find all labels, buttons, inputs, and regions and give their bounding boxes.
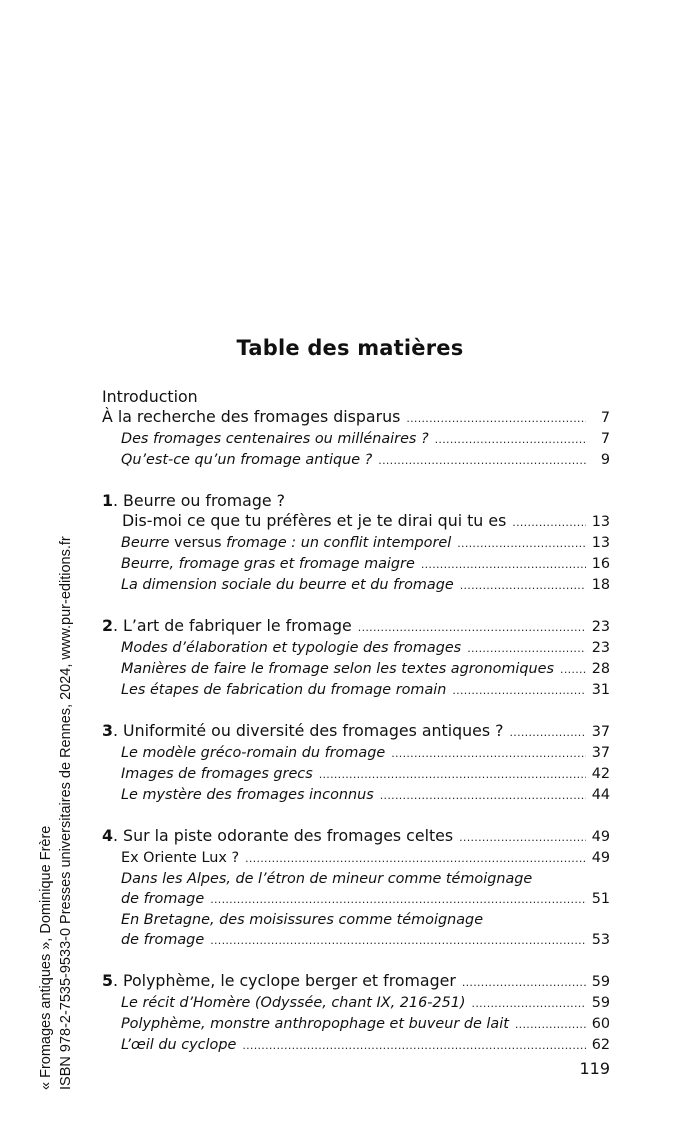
toc-entry[interactable]: La dimension sociale du beurre et du fromage . . . 18 xyxy=(102,575,610,596)
toc-entry[interactable]: Dis-moi ce que tu préfères et je te dirai qui tu es . . . 13 xyxy=(102,511,610,533)
toc-entry[interactable]: Images de fromages grecs . . . 42 xyxy=(102,764,610,785)
toc-chapter-5[interactable]: 5. Polyphème, le cyclope berger et fromager . . . 59 xyxy=(102,971,610,993)
side-note-line-1: « Fromages antiques », Dominique Frère xyxy=(38,825,54,1090)
toc-entry[interactable]: Le mystère des fromages inconnus . . . 44 xyxy=(102,785,610,806)
toc-entry[interactable]: Ex Oriente Lux ? . . . 49 xyxy=(102,848,610,869)
toc-entry[interactable]: L’œil du cyclope . . . 62 xyxy=(102,1035,610,1056)
toc-entry-line[interactable]: En Bretagne, des moisissures comme témoignage xyxy=(121,912,484,928)
toc-entry[interactable]: À la recherche des fromages disparus . . . 7 xyxy=(102,407,610,429)
toc-entry[interactable]: Manières de faire le fromage selon les textes agronomiques . . . 28 xyxy=(102,659,610,680)
toc-entry[interactable]: Qu’est-ce qu’un fromage antique ? . . . 9 xyxy=(102,450,610,471)
toc-entry[interactable]: Le modèle gréco-romain du fromage . . . 37 xyxy=(102,743,610,764)
toc-entry[interactable]: Les étapes de fabrication du fromage romain . . . 31 xyxy=(102,680,610,701)
toc-chapter-4[interactable]: 4. Sur la piste odorante des fromages celtes . . . 49 xyxy=(102,826,610,848)
toc-entry-line[interactable]: Dans les Alpes, de l’étron de mineur comme témoignage xyxy=(121,871,533,887)
toc-entry[interactable]: Des fromages centenaires ou millénaires ? . . . 7 xyxy=(102,429,610,450)
toc-chapter-3[interactable]: 3. Uniformité ou diversité des fromages antiques ? . . . 37 xyxy=(102,721,610,743)
page-title: Table des matières xyxy=(236,336,464,360)
toc-chapter-2[interactable]: 2. L’art de fabriquer le fromage . . . 23 xyxy=(102,616,610,638)
toc-entry[interactable]: Beurre, fromage gras et fromage maigre . . . 16 xyxy=(102,554,610,575)
side-note xyxy=(36,536,76,1090)
toc-entry[interactable]: Le récit d’Homère (Odyssée, chant IX, 216-251) . . . 59 xyxy=(102,993,610,1014)
table-of-contents xyxy=(102,387,610,1056)
toc-entry[interactable]: Modes d’élaboration et typologie des fromages . . . 23 xyxy=(102,638,610,659)
toc-introduction-label: Introduction xyxy=(102,387,198,406)
toc-entry[interactable]: de fromage . . . 51 xyxy=(102,889,610,910)
toc-entry[interactable]: Polyphème, monstre anthropophage et buveur de lait . . . 60 xyxy=(102,1014,610,1035)
toc-entry[interactable]: de fromage . . . 53 xyxy=(102,930,610,951)
side-note-line-2: ISBN 978-2-7535-9533-0 Presses universitaires de Rennes, 2024, www.pur-editions.fr xyxy=(58,536,74,1090)
toc-chapter-1[interactable]: 1. Beurre ou fromage ? xyxy=(102,491,286,510)
toc-entry[interactable]: Beurre versus fromage : un conflit intemporel . . . 13 xyxy=(102,533,610,554)
page-number: 119 xyxy=(579,1059,610,1078)
